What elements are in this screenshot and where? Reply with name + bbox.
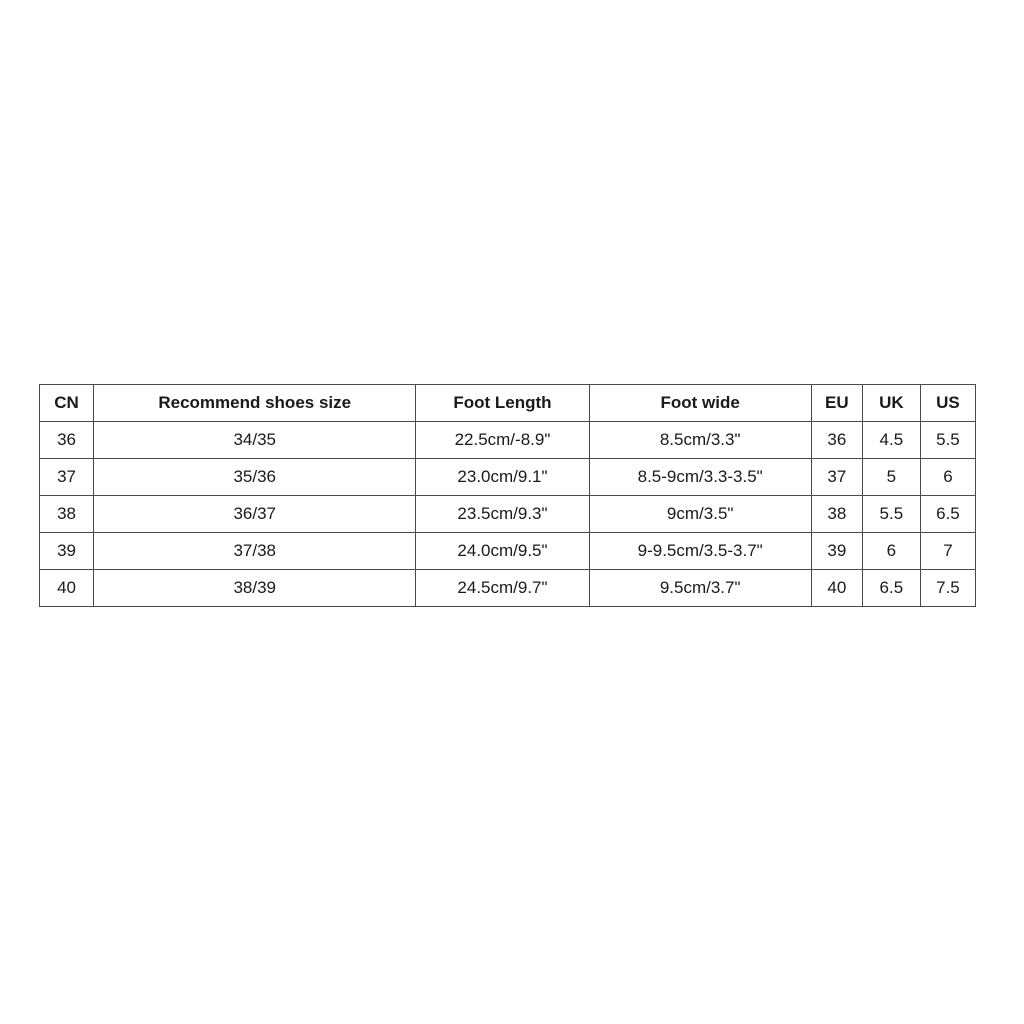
header-foot-length: Foot Length xyxy=(416,385,589,422)
cell-uk: 5.5 xyxy=(862,496,920,533)
table-row xyxy=(40,570,976,607)
cell-eu: 36 xyxy=(811,422,862,459)
cell-foot-wide: 9-9.5cm/3.5-3.7" xyxy=(589,533,811,570)
cell-recommend-size: 36/37 xyxy=(94,496,416,533)
cell-cn: 38 xyxy=(40,496,94,533)
cell-foot-wide: 9.5cm/3.7" xyxy=(589,570,811,607)
cell-foot-length: 23.5cm/9.3" xyxy=(416,496,589,533)
table-row xyxy=(40,459,976,496)
header-uk: UK xyxy=(862,385,920,422)
cell-foot-wide: 8.5-9cm/3.3-3.5" xyxy=(589,459,811,496)
cell-cn: 36 xyxy=(40,422,94,459)
cell-foot-wide: 9cm/3.5" xyxy=(589,496,811,533)
cell-foot-length: 24.5cm/9.7" xyxy=(416,570,589,607)
cell-cn: 37 xyxy=(40,459,94,496)
cell-uk: 6.5 xyxy=(862,570,920,607)
cell-cn: 39 xyxy=(40,533,94,570)
cell-recommend-size: 34/35 xyxy=(94,422,416,459)
cell-us: 6.5 xyxy=(920,496,975,533)
header-us: US xyxy=(920,385,975,422)
size-chart-table xyxy=(39,384,976,607)
header-foot-wide: Foot wide xyxy=(589,385,811,422)
table-row xyxy=(40,533,976,570)
cell-foot-length: 23.0cm/9.1" xyxy=(416,459,589,496)
header-cn: CN xyxy=(40,385,94,422)
cell-us: 7 xyxy=(920,533,975,570)
cell-recommend-size: 35/36 xyxy=(94,459,416,496)
cell-recommend-size: 37/38 xyxy=(94,533,416,570)
cell-eu: 40 xyxy=(811,570,862,607)
cell-recommend-size: 38/39 xyxy=(94,570,416,607)
cell-us: 7.5 xyxy=(920,570,975,607)
cell-foot-length: 24.0cm/9.5" xyxy=(416,533,589,570)
cell-cn: 40 xyxy=(40,570,94,607)
header-eu: EU xyxy=(811,385,862,422)
table-header-row xyxy=(40,385,976,422)
cell-us: 6 xyxy=(920,459,975,496)
cell-uk: 5 xyxy=(862,459,920,496)
cell-foot-wide: 8.5cm/3.3" xyxy=(589,422,811,459)
cell-uk: 4.5 xyxy=(862,422,920,459)
cell-us: 5.5 xyxy=(920,422,975,459)
cell-eu: 38 xyxy=(811,496,862,533)
table-row xyxy=(40,496,976,533)
table-row xyxy=(40,422,976,459)
cell-uk: 6 xyxy=(862,533,920,570)
cell-eu: 39 xyxy=(811,533,862,570)
header-recommend-size: Recommend shoes size xyxy=(94,385,416,422)
cell-foot-length: 22.5cm/-8.9" xyxy=(416,422,589,459)
cell-eu: 37 xyxy=(811,459,862,496)
